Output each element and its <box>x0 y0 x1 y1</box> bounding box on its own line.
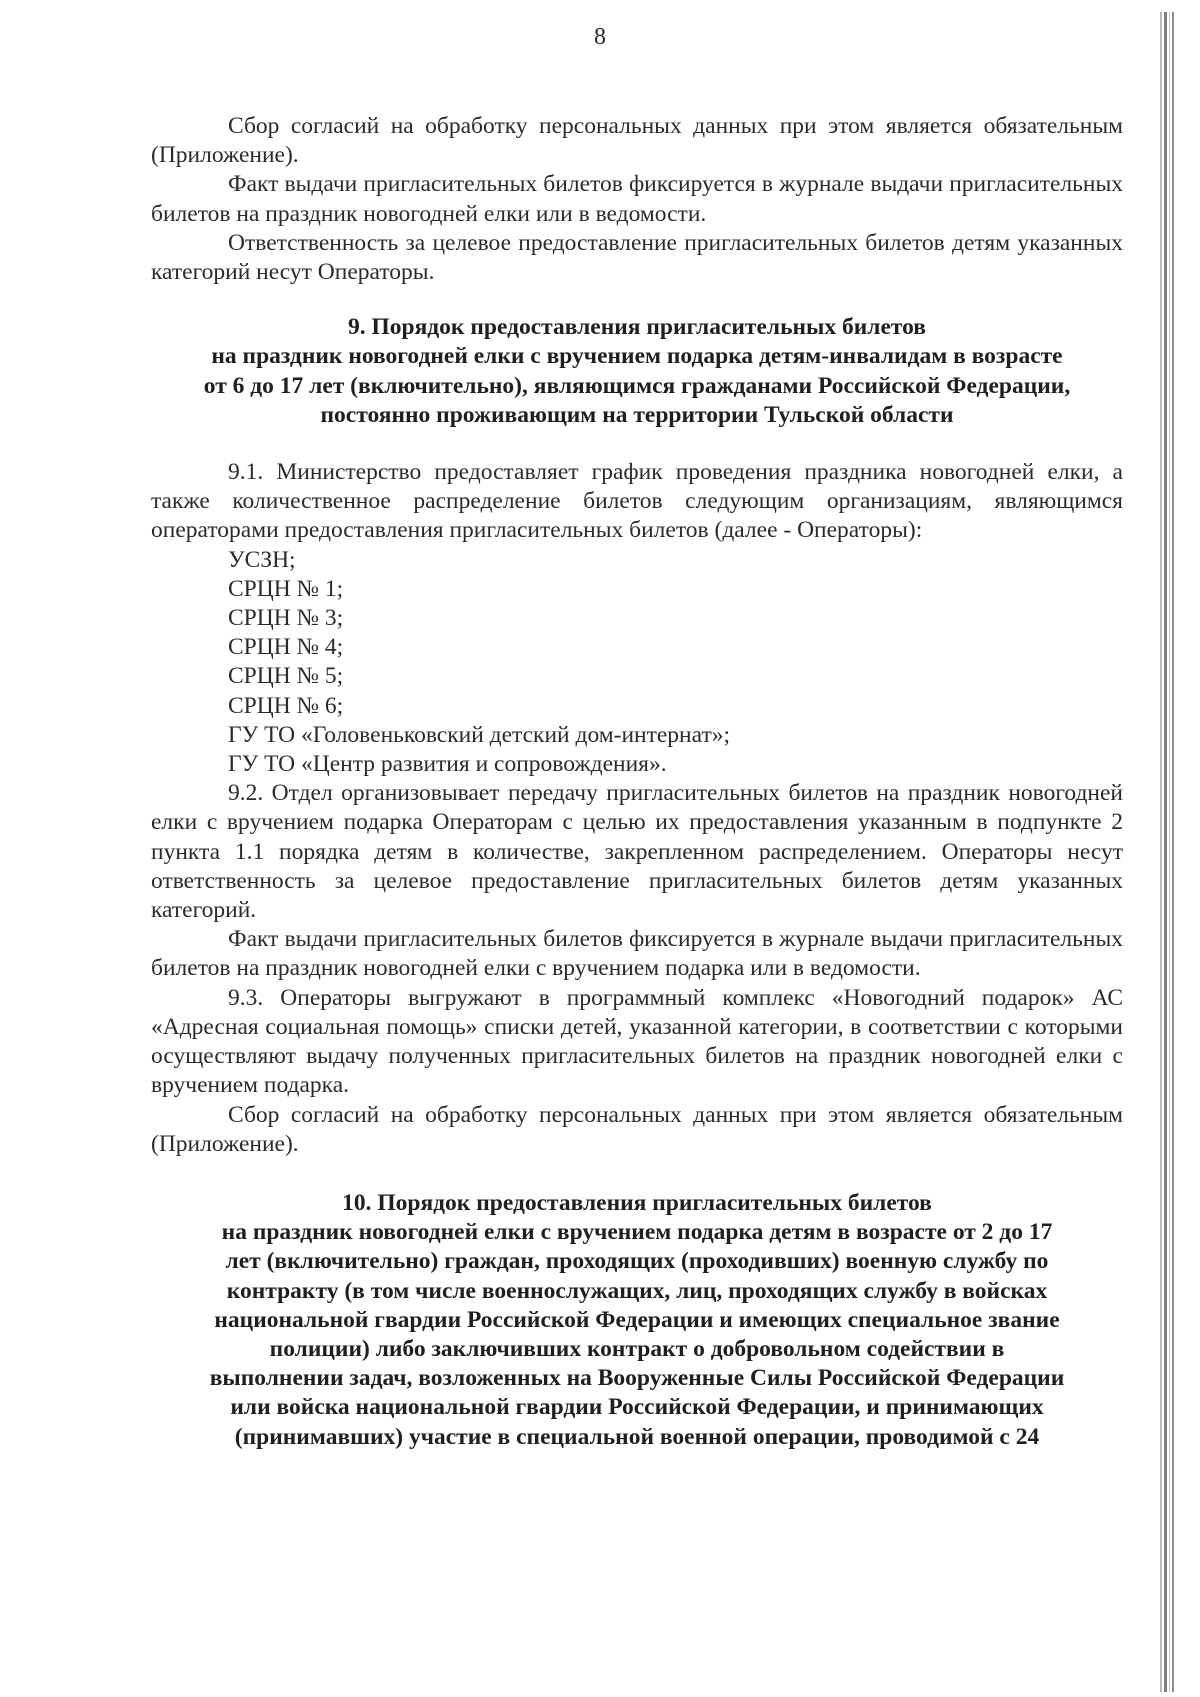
heading-line: контракту (в том числе военнослужащих, лиц, проходящих службу в войсках <box>226 1277 1048 1304</box>
list-item: СРЦН № 4; <box>228 634 344 661</box>
paragraph-ticket-log: Факт выдачи пригласительных билетов фиксируется в журнале выдачи пригласительных билетов на праздник новогодней елки или в ведомости. <box>151 171 1123 227</box>
paragraph-responsibility: Ответственность за целевое предоставление пригласительных билетов детям указанных категорий несут Операторы. <box>151 229 1123 286</box>
heading-line: на праздник новогодней елки с вручением подарка детям-инвалидам в возрасте <box>211 343 1063 370</box>
heading-line: 9. Порядок предоставления пригласительных билетов <box>347 314 927 341</box>
heading-line: на праздник новогодней елки с вручением подарка детям в возрасте от 2 до 17 <box>221 1219 1053 1246</box>
section-9-heading <box>151 313 1123 430</box>
paragraph-9-1: 9.1. Министерство предоставляет график проведения праздника новогодней елки, а также количественное распределение билетов следующим организациям, являющимся операторами предоставления пригласительных билетов (далее - Операторы): <box>151 459 1123 544</box>
list-item: СРЦН № 3; <box>228 605 344 632</box>
list-item: СРЦН № 5; <box>228 663 344 690</box>
list-item: СРЦН № 6; <box>228 692 344 719</box>
document-body <box>151 112 1123 1452</box>
list-item: ГУ ТО «Головеньковский детский дом-интернат»; <box>228 721 730 748</box>
paragraph-ticket-log-9: Факт выдачи пригласительных билетов фиксируется в журнале выдачи пригласительных билетов на праздник новогодней елки с вручением подарка или в ведомости. <box>151 926 1123 982</box>
heading-line: или войска национальной гвардии Российской Федерации, и принимающих <box>230 1394 1044 1421</box>
paragraph-consent-9: Сбор согласий на обработку персональных данных при этом является обязательным (Приложение). <box>151 1101 1123 1157</box>
scan-edge-border <box>1160 12 1182 1692</box>
heading-line: лет (включительно) граждан, проходящих (проходивших) военную службу по <box>225 1248 1049 1275</box>
paragraph-9-3: 9.3. Операторы выгружают в программный комплекс «Новогодний подарок» АС «Адресная социальная помощь» списки детей, указанной категории, в соответствии с которыми осуществляют выдачу полученных пригласительных билетов на праздник новогодней елки с вручением подарка. <box>151 984 1123 1099</box>
heading-line: (принимавших) участие в специальной военной операции, проводимой с 24 <box>234 1423 1040 1450</box>
heading-line: выполнении задач, возложенных на Вооруженные Силы Российской Федерации <box>209 1365 1065 1392</box>
heading-line: постоянно проживающим на территории Тульской области <box>320 401 954 428</box>
heading-line: полиции) либо заключивших контракт о добровольном содействии в <box>269 1335 1005 1362</box>
list-item: ГУ ТО «Центр развития и сопровождения». <box>228 751 667 778</box>
paragraph-consent: Сбор согласий на обработку персональных данных при этом является обязательным (Приложение). <box>151 113 1123 169</box>
section-10-heading <box>151 1189 1123 1452</box>
heading-line: от 6 до 17 лет (включительно), являющимся гражданами Российской Федерации, <box>203 372 1071 399</box>
page-number: 8 <box>594 24 606 50</box>
heading-line: 10. Порядок предоставления пригласительных билетов <box>342 1189 932 1216</box>
list-item: УСЗН; <box>228 546 296 573</box>
paragraph-9-2: 9.2. Отдел организовывает передачу пригласительных билетов на праздник новогодней елки с вручением подарка Операторам с целью их предоставления указанным в подпункте 2 пункта 1.1 порядка детям в количестве, закрепленном распределением. Операторы несут ответственность за целевое предоставление пригласительных билетов детям указанных категорий. <box>151 780 1123 924</box>
list-item: СРЦН № 1; <box>228 575 344 602</box>
heading-line: национальной гвардии Российской Федерации и имеющих специальное звание <box>214 1306 1060 1333</box>
operators-list <box>151 546 1123 780</box>
